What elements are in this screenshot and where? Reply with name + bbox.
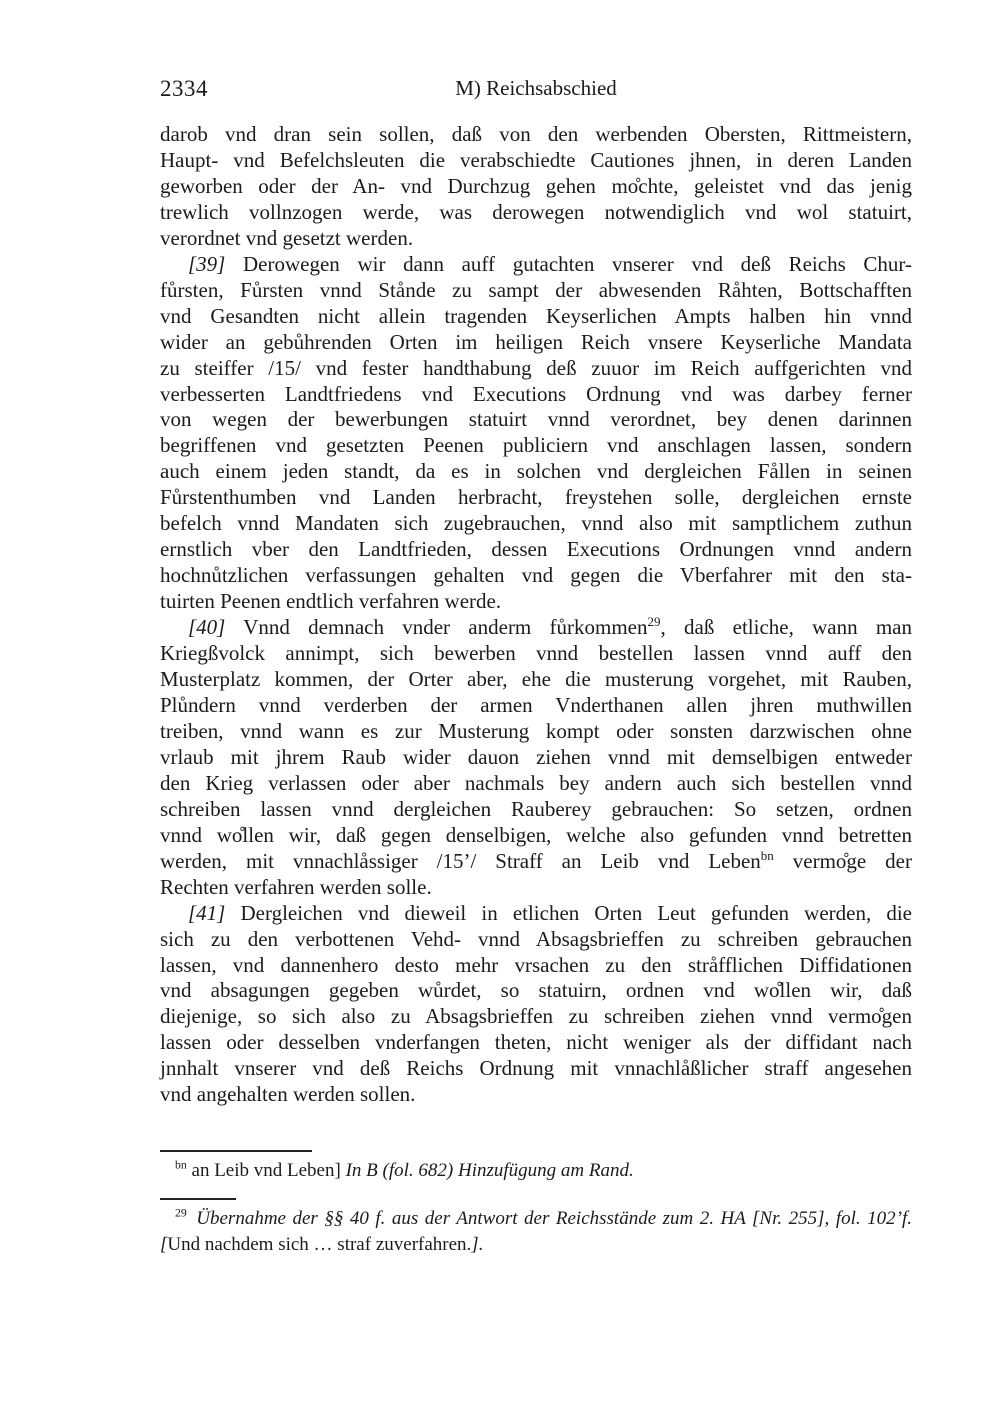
paragraph [160,252,912,615]
text-line [160,356,912,382]
footnote-marker: 29 [175,1206,187,1220]
text-segment: [ [160,1234,168,1255]
footnote-text [160,1206,912,1258]
text-segment: , daß etliche, wann man [660,615,913,640]
text-segment: vnd angehalten werden sollen. [160,1082,416,1107]
text-segment: wider an gebůhrenden Orten im heiligen Reich vnsere Keyserliche Mandata [160,329,912,354]
text-line [160,148,912,174]
text-line [160,693,912,719]
text-segment: begriffenen vnd gesetzten Peenen publiciern vnd anschlagen lassen, sondern [160,433,912,458]
text-line [160,511,912,537]
text-segment: tuirten Peenen endtlich verfahren werde. [160,589,502,614]
text-segment: ernstlich vber den Landtfrieden, dessen Executions Ordnungen vnnd andern [160,537,912,562]
text-segment: trewlich vollnzogen werde, was derowegen notwendiglich vnd wol statuirt, [160,199,912,224]
text-segment: verordnet vnd gesetzt werden. [160,225,414,250]
text-line [160,459,912,485]
text-line [160,667,912,693]
paragraph [160,122,912,252]
text-segment: darob vnd dran sein sollen, daß von den werbenden Obersten, Rittmeistern, [160,122,912,146]
text-segment: Derowegen wir dann auff gutachten vnserer vnd deß Reichs Chur- [225,251,912,276]
text-line [160,200,912,226]
text-segment: lassen oder desselben vnderfangen theten, nicht weniger als der diffidant nach [160,1030,912,1055]
text-line [160,823,912,849]
text-line [160,589,912,615]
text-line [160,978,912,1004]
text-line [160,1056,912,1082]
text-segment: fůrsten, Fůrsten vnnd Stånde zu sampt der abwesenden Råhten, Bottschafften [160,277,912,302]
page-number: 2334 [160,76,208,101]
text-segment: vnnd wo̊llen wir, daß gegen denselbigen, welche also gefunden vnnd betretten [160,822,912,847]
text-segment: hochnůtzlichen verfassungen gehalten vnd gegen die Vberfahrer mit den sta- [160,563,912,588]
running-head: M) Reichsabschied [455,76,617,100]
text-line [160,1082,912,1108]
text-line [160,1158,912,1184]
text-segment: vnd Gesandten nicht allein tragenden Keyserlichen Ampts halben hin vnnd [160,303,912,328]
text-segment: verbesserten Landtfriedens vnd Executions Ordnung vnd was darbey ferner [160,381,912,406]
text-line [160,1206,912,1232]
footnote-bn [160,1150,912,1184]
text-segment: lassen, vnd dannenhero desto mehr vrsachen zu den stråfflichen Diffidationen [160,952,912,977]
text-line [160,382,912,408]
text-line [160,953,912,979]
page-header [160,76,912,101]
text-segment: Dergleichen vnd dieweil in etlichen Orten Leut gefunden werden, die [225,900,912,925]
text-line [160,771,912,797]
text-line [160,407,912,433]
text-segment: [39] [188,251,226,276]
text-segment [187,1208,197,1229]
footnote-marker: bn [175,1158,187,1172]
text-segment: In B (fol. 682) Hinzufügung am Rand. [345,1160,634,1181]
text-segment: vnd absagungen gegeben wůrdet, so statuirn, ordnen vnd wo̊llen wir, daß [160,978,912,1003]
text-line [160,433,912,459]
text-segment: befelch vnnd Mandaten sich zugebrauchen, vnnd also mit samptlichem zuthun [160,511,912,536]
text-line [160,278,912,304]
text-line [160,330,912,356]
text-segment: sich zu den verbottenen Vehd- vnnd Absagsbrieffen zu schreiben gebrauchen [160,926,912,951]
footnote-divider [160,1198,236,1200]
text-segment: diejenige, so sich also zu Absagsbrieffen zu schreiben ziehen vnnd vermo̊gen [160,1004,912,1029]
text-line [160,1030,912,1056]
text-line [160,615,912,641]
text-line [160,485,912,511]
footnotes-section [160,1150,912,1258]
text-segment: auch einem jeden standt, da es in solchen vnd dergleichen Fållen in seinen [160,459,912,484]
text-segment: vermo̊ge der [773,848,912,873]
footnote-divider [160,1150,312,1152]
text-block [160,122,912,1108]
text-line [160,849,912,875]
text-segment: schreiben lassen vnnd dergleichen Rauberey gebrauchen: So setzen, ordnen [160,796,912,821]
text-segment: Haupt- vnd Befelchsleuten die verabschiedte Cautiones jhnen, in deren Landen [160,147,912,172]
text-segment: zu steiffer /15/ vnd fester handthabung deß zuuor im Reich auffgerichten vnd [160,355,912,380]
footnote-marker: bn [760,847,774,863]
text-segment: [41] [188,900,226,925]
text-segment: [40] [188,615,226,640]
text-line [160,1232,912,1258]
text-segment: Rechten verfahren werden solle. [160,874,432,899]
text-line [160,226,912,252]
text-segment: Kriegßvolck annimpt, sich bewerben vnnd bestellen lassen vnnd auff den [160,641,912,666]
text-segment: geworben oder der An- vnd Durchzug gehen mo̊chte, geleistet vnd das jenig [160,173,912,198]
text-line [160,537,912,563]
text-segment: an Leib vnd Leben] [186,1160,346,1181]
text-line [160,304,912,330]
running-head-wrap [160,76,912,101]
text-segment: Musterplatz kommen, der Orter aber, ehe die musterung vorgehet, mit Rauben, [160,667,912,692]
text-line [160,174,912,200]
text-line [160,797,912,823]
text-line [160,745,912,771]
text-segment: vrlaub mit jhrem Raub wider dauon ziehen vnnd mit demselbigen entweder [160,744,912,769]
footnote-text [160,1158,912,1184]
text-line [160,1004,912,1030]
text-segment: von wegen der bewerbungen statuirt vnnd verordnet, bey denen darinnen [160,407,912,432]
text-line [160,927,912,953]
text-segment: jnnhalt vnserer vnd deß Reichs Ordnung mit vnnachlåßlicher straff angesehen [160,1056,912,1081]
text-segment: Plůndern vnnd verderben der armen Vnderthanen allen jhren muthwillen [160,692,912,717]
text-segment: den Krieg verlassen oder aber nachmals bey andern auch sich bestellen vnnd [160,770,912,795]
paragraph [160,901,912,1109]
text-segment: Fůrstenthumben vnd Landen herbracht, freystehen solle, dergleichen ernste [160,485,912,510]
text-segment: treiben, vnnd wann es zur Musterung kompt oder sonsten darzwischen ohne [160,718,912,743]
text-segment: werden, mit vnnachlåssiger /15’/ Straff an Leib vnd Leben [160,848,761,873]
text-segment: Und nachdem sich … straf zuverfahren. [167,1234,472,1255]
paragraph [160,615,912,900]
text-line [160,719,912,745]
text-line [160,563,912,589]
footnote-29 [160,1198,912,1258]
text-segment: ]. [471,1234,484,1255]
text-segment: Übernahme der §§ 40 f. aus der Antwort der Reichsstände zum 2. HA [Nr. 255], fol. 102’f. [196,1208,912,1229]
text-line [160,641,912,667]
text-line [160,122,912,148]
text-line [160,901,912,927]
text-segment: Vnnd demnach vnder anderm fůrkommen [225,615,648,640]
footnote-marker: 29 [647,614,661,630]
text-line [160,875,912,901]
text-line [160,252,912,278]
